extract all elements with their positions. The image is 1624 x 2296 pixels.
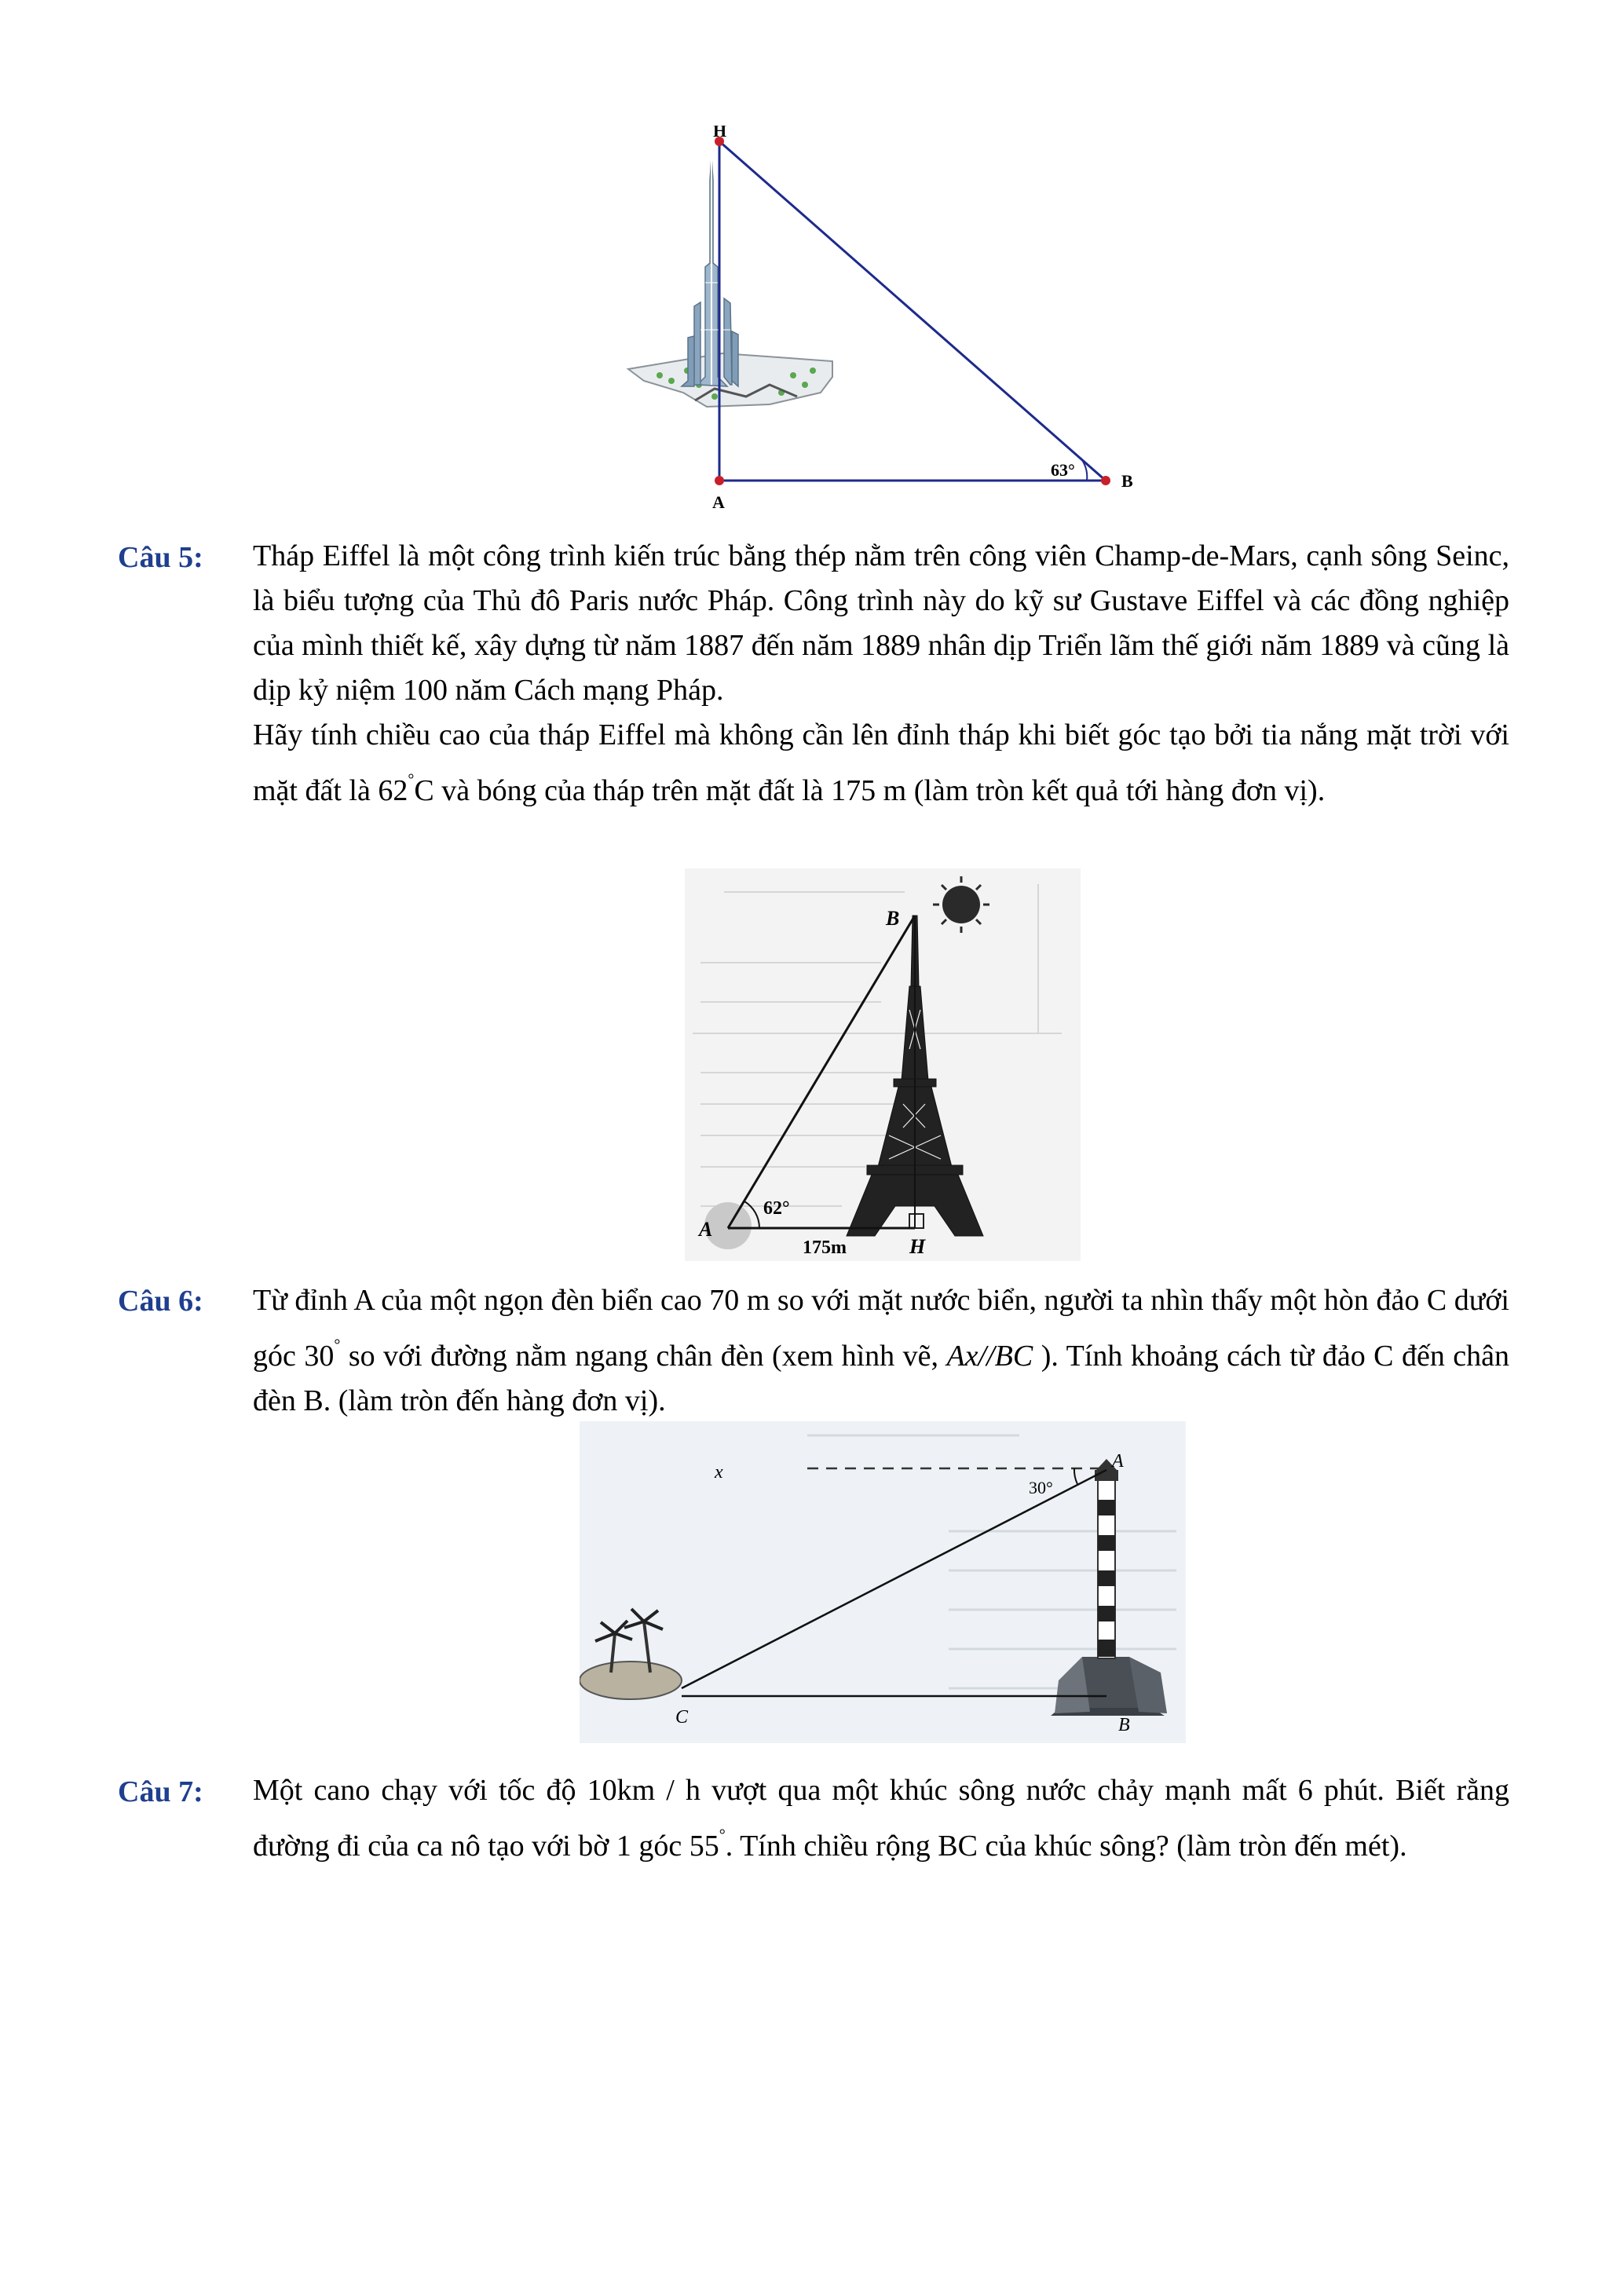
figure-lighthouse bbox=[580, 1421, 1186, 1743]
angle-label-a: 62° bbox=[763, 1198, 790, 1219]
side-hb bbox=[719, 141, 1106, 481]
question-6-text bbox=[253, 1278, 1509, 1424]
point-a bbox=[715, 476, 724, 485]
label-b: B bbox=[1121, 471, 1133, 491]
angle-30: 30° bbox=[304, 1336, 341, 1373]
question-6-text-c: ). Tính khoảng cách từ đảo C đến chân đèn B. (làm tròn đến hàng đơn vị). bbox=[253, 1340, 1510, 1417]
label-a: A bbox=[712, 492, 725, 512]
question-6-text-b: so với đường nằm ngang chân đèn (xem hình vẽ, bbox=[348, 1340, 938, 1373]
question-7-text-b: vượt qua một khúc sông nước chảy mạnh mất 6 phút. Biết rằng đường đi của ca nô tạo với bờ 1 góc bbox=[253, 1774, 1510, 1863]
label-x: x bbox=[715, 1462, 723, 1483]
label-c: C bbox=[675, 1707, 689, 1727]
label-b: B bbox=[1118, 1715, 1130, 1735]
question-7-text bbox=[253, 1768, 1509, 1869]
figure-eiffel-tower bbox=[685, 868, 1081, 1261]
question-5-para-2-b: và bóng của tháp trên mặt đất là 175 m (làm tròn kết quả tới hàng đơn vị). bbox=[441, 774, 1326, 807]
angle-label-b: 63° bbox=[1051, 460, 1075, 480]
skyscraper bbox=[682, 157, 738, 386]
question-7-text-a: Một cano chạy với tốc độ bbox=[253, 1774, 576, 1807]
question-7-text-c: . Tính chiều rộng BC của khúc sông? (làm tròn đến mét). bbox=[725, 1830, 1407, 1863]
question-5-para-2 bbox=[253, 713, 1509, 813]
question-5-label: Câu 5: bbox=[118, 541, 203, 574]
parallel-notation: Ax//BC bbox=[946, 1340, 1033, 1373]
point-b bbox=[1101, 476, 1110, 485]
distance-label: 175m bbox=[803, 1238, 847, 1258]
angle-62: 62°C bbox=[378, 771, 434, 807]
label-b: B bbox=[886, 907, 900, 930]
question-5-para-1: Tháp Eiffel là một công trình kiến trúc bằng thép nằm trên công viên Champ-de-Mars, cạnh sông Seinc, là biểu tượng của Thủ đô Paris nước Pháp. Công trình này do kỹ sư Gustave Eiffel và các đồng nghiệp của mình thiết kế, xây dựng từ năm 1887 đến năm 1889 nhân dịp Triển lãm thế giới năm 1889 và cũng là dịp kỷ niệm 100 năm Cách mạng Pháp. bbox=[253, 539, 1509, 707]
label-a: A bbox=[1112, 1451, 1124, 1472]
question-5-para-2-a: Hãy tính chiều cao của tháp Eiffel mà không cần lên đỉnh tháp khi biết góc tạo bởi tia nắng mặt trời với mặt đất là bbox=[253, 718, 1509, 807]
question-7-label: Câu 7: bbox=[118, 1775, 203, 1808]
figure-skyscraper-triangle bbox=[613, 126, 1162, 518]
label-h: H bbox=[909, 1235, 926, 1258]
speed-value: 10km / h bbox=[587, 1774, 700, 1807]
angle-55: 55° bbox=[689, 1826, 726, 1863]
angle-label-a: 30° bbox=[1029, 1478, 1053, 1497]
label-a: A bbox=[699, 1218, 713, 1241]
question-6-text-a: Từ đỉnh A của một ngọn đèn biển cao 70 m so với mặt nước biển, người ta nhìn thấy một hòn đảo C dưới góc bbox=[253, 1284, 1509, 1373]
question-5-text bbox=[253, 534, 1509, 813]
label-h: H bbox=[713, 126, 727, 141]
question-6-label: Câu 6: bbox=[118, 1285, 203, 1318]
